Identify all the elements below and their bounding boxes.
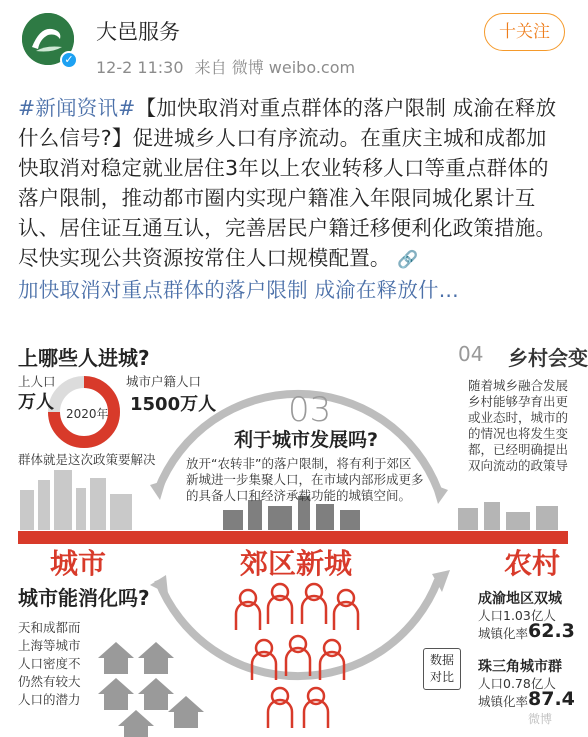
infographic-urban-value: 1500万人 — [130, 394, 217, 415]
infographic-q4-line-6: 双向流动的政策导 — [468, 458, 569, 473]
post-meta — [96, 55, 361, 78]
infographic-q4-line-2: 乡村能够孕育出更 — [468, 394, 569, 409]
infographic-q1-title: 上哪些人进城? — [18, 346, 150, 370]
infographic-q2-line-1: 天和成都而 — [18, 620, 81, 635]
infographic-prd-pop: 人口0.78亿人 — [478, 676, 556, 691]
infographic-number-04: 04 — [458, 342, 484, 366]
compare-line-1: 数据 — [429, 653, 454, 667]
infographic-chengyu-rate: 62.3 — [528, 620, 575, 642]
infographic-label-village: 农村 — [504, 547, 561, 580]
infographic-chengyu-pop: 人口1.03亿人 — [478, 608, 556, 623]
infographic-q2-title: 城市能消化吗? — [18, 586, 150, 610]
infographic-chengyu-rate-label: 城镇化率 — [478, 626, 529, 641]
infographic-q4-line-1: 随着城乡融合发展 — [468, 378, 569, 393]
infographic-q2-line-5: 人口的潜力 — [18, 692, 81, 707]
infographic-label-suburb: 郊区新城 — [240, 547, 353, 580]
infographic-q3-line-1: 放开“农转非”的落户限制，将有利于郊区 — [186, 456, 412, 471]
infographic-q4-title: 乡村会变 — [508, 346, 588, 370]
verified-badge-icon: ✓ — [60, 51, 78, 69]
data-compare-badge — [423, 648, 461, 690]
infographic-urban-label: 城市户籍人口 — [126, 374, 202, 389]
infographic-chengyu-label: 成渝地区双城 — [478, 591, 562, 607]
account-name[interactable]: 大邑服务 — [96, 20, 180, 44]
infographic-q2-line-4: 仍然有较大 — [18, 674, 81, 689]
infographic-prd-rate: 87.4 — [528, 688, 575, 710]
follow-button[interactable]: 十关注 — [484, 13, 565, 51]
infographic-image[interactable] — [18, 330, 588, 737]
post-source: 来自 微博 weibo.com — [194, 58, 356, 77]
infographic-q3-line-3: 的具备人口和经济承载功能的城镇空间。 — [186, 488, 412, 503]
infographic-q2-line-3: 人口密度不 — [18, 656, 81, 671]
infographic-q4-line-4: 的情况也将发生变 — [468, 426, 569, 441]
infographic-label-city: 城市 — [50, 547, 107, 580]
infographic-q1-note: 群体就是这次政策要解决 — [18, 452, 156, 467]
compare-line-2: 对比 — [429, 670, 454, 684]
infographic-prd-label: 珠三角城市群 — [478, 659, 562, 675]
infographic-q3-line-2: 新城进一步集聚人口，在市域内部形成更多 — [186, 472, 424, 487]
infographic-prd-rate-label: 城镇化率 — [478, 694, 529, 709]
post-body — [18, 93, 566, 305]
infographic-number-03: 03 — [288, 390, 332, 430]
infographic-q1-line-2: 万人 — [18, 392, 54, 413]
infographic-q4-line-5: 都，已经明确提出 — [468, 442, 569, 457]
infographic-q4-line-3: 或业态时，城市的 — [468, 410, 569, 425]
link-icon: 🔗 — [397, 250, 419, 270]
article-link[interactable]: 加快取消对重点群体的落户限制 成渝在释放什... — [18, 278, 459, 302]
post-time: 12-2 11:30 — [96, 58, 184, 77]
weibo-watermark: 微博 — [528, 712, 553, 726]
post-header — [0, 0, 580, 92]
post-text: 【加快取消对重点群体的落户限制 成渝在释放什么信号?】促进城乡人口有序流动。在重庆主城和成都加快取消对稳定就业居住3年以上农业转移人口等重点群体的落户限制，推动都市圈内实现户籍准入年限同城化累计互认、居住证互通互认，完善居民户籍迁移便利化政策措施。尽快实现公共资源按常住人口规模配置。 — [18, 96, 557, 270]
hashtag-link[interactable]: #新闻资讯# — [18, 96, 136, 120]
infographic-q2-line-2: 上海等城市 — [18, 638, 81, 653]
infographic-q1-line-1: 上人口 — [18, 374, 56, 389]
infographic-donut-year: 2020年 — [66, 407, 109, 421]
infographic-q3-title: 利于城市发展吗? — [234, 429, 379, 451]
